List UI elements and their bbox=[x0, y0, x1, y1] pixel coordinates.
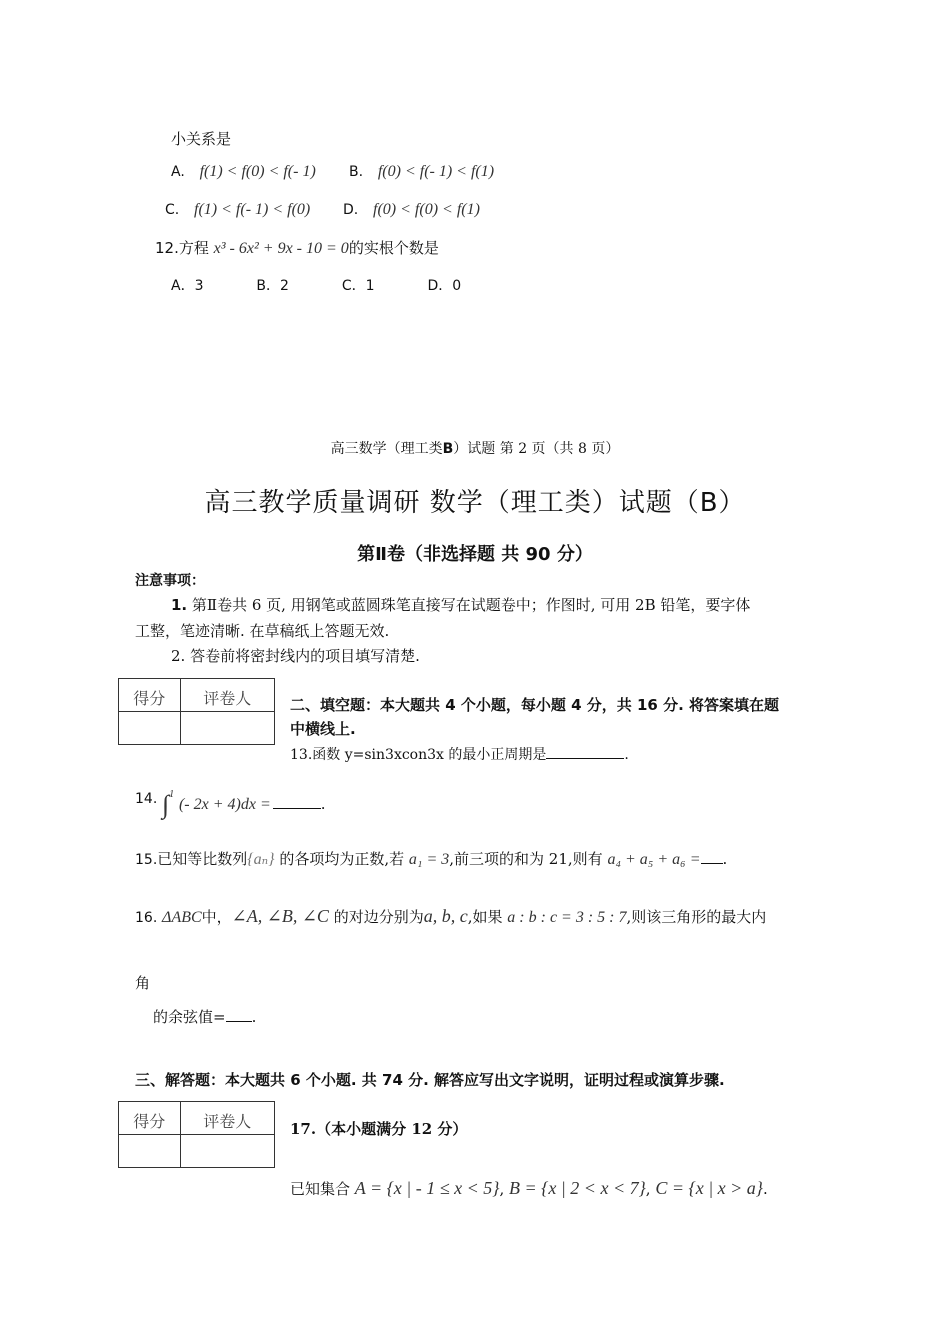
q14-integrand: (- 2x + 4)dx = bbox=[178, 796, 271, 813]
score-cell[interactable] bbox=[119, 1135, 181, 1168]
option-label: C． bbox=[341, 278, 366, 294]
notice-item-text: 第Ⅱ卷共 6 页, 用钢笔或蓝圆珠笔直接写在试题卷中；作图时, 可用 2B 铅笔，要字体 bbox=[187, 596, 751, 614]
grader-cell[interactable] bbox=[180, 1135, 274, 1168]
page-title: 高三教学质量调研 数学（理工类）试题（B） bbox=[204, 488, 746, 518]
notice-item-number: 1. bbox=[171, 596, 188, 614]
q11-option-b bbox=[349, 162, 494, 181]
option-expression: f(1) < f(0) < f(- 1) bbox=[199, 163, 316, 180]
grader-cell[interactable] bbox=[180, 712, 274, 745]
question-number: 13. bbox=[290, 747, 313, 763]
q12-options bbox=[171, 275, 461, 295]
option-label: B. bbox=[349, 164, 364, 180]
q11-stem-tail: 小关系是 bbox=[171, 130, 232, 148]
answer-blank[interactable] bbox=[546, 758, 624, 759]
q16-line-2: 角 bbox=[135, 974, 151, 992]
integral-sign: ∫ bbox=[162, 790, 170, 819]
q14-end: . bbox=[320, 795, 326, 813]
option-expression: f(0) < f(0) < f(1) bbox=[373, 201, 480, 218]
option-label: B． bbox=[256, 278, 281, 294]
option-value: 2 bbox=[280, 278, 289, 294]
q15-condition: a₁ = 3 bbox=[408, 851, 450, 868]
question-number: 15. bbox=[135, 852, 158, 868]
notice-item-1-line-2: 工整，笔迹清晰. 在草稿纸上答题无效. bbox=[135, 622, 390, 640]
page-subtitle: 第Ⅱ卷（非选择题 共 90 分） bbox=[357, 544, 593, 565]
section-2-heading-line-1: 二、填空题：本大题共 4 个小题，每小题 4 分，共 16 分. 将答案填在题 bbox=[290, 696, 780, 714]
q13-end: . bbox=[624, 747, 629, 763]
option-value: 1 bbox=[365, 278, 375, 294]
question-number: 16. bbox=[135, 910, 158, 926]
section-2-heading-line-2: 中横线上. bbox=[290, 720, 356, 738]
q16-text-4: ,则该三角形的最大内 bbox=[626, 908, 767, 926]
q15-end: . bbox=[722, 850, 728, 868]
q11-option-c bbox=[165, 200, 310, 219]
answer-blank[interactable] bbox=[226, 1021, 252, 1022]
notice-item-1-line-1 bbox=[171, 594, 750, 615]
q15-text-3: ,前三项的和为 21,则有 bbox=[449, 850, 603, 868]
answer-blank[interactable] bbox=[701, 863, 723, 864]
q15 bbox=[135, 848, 727, 869]
footer-text-bold: B bbox=[442, 441, 454, 457]
q17-set-c: C = {x | x > a} bbox=[655, 1178, 763, 1198]
option-value: 0 bbox=[452, 278, 462, 294]
q12-equation: x³ - 6x² + 9x - 10 = 0 bbox=[213, 240, 349, 257]
grader-header: 评卷人 bbox=[180, 1102, 274, 1135]
option-label: C. bbox=[165, 202, 180, 218]
q12-suffix: 的实根个数是 bbox=[348, 239, 439, 257]
score-table bbox=[118, 1101, 275, 1168]
q13-text: 函数 y=sin3xcon3x 的最小正周期是 bbox=[312, 747, 547, 763]
q16-line-3-text: 的余弦值= bbox=[153, 1008, 226, 1026]
page-footer bbox=[0, 438, 950, 458]
q16-text-1: 中， bbox=[201, 908, 232, 926]
q17-separator: , bbox=[645, 1180, 651, 1198]
q17-heading: 17.（本小题满分 12 分） bbox=[290, 1120, 468, 1138]
q16-angles: ∠A, ∠B, ∠C bbox=[231, 906, 329, 926]
q16-sides: a, b, c bbox=[423, 906, 468, 926]
q11-option-a bbox=[171, 162, 316, 181]
q16-line-1 bbox=[135, 906, 766, 927]
score-header: 得分 bbox=[119, 1102, 181, 1135]
notice-heading: 注意事项： bbox=[135, 573, 205, 589]
question-number: 12. bbox=[155, 239, 179, 257]
q16-text-2: 的对边分别为 bbox=[333, 908, 424, 926]
score-cell[interactable] bbox=[119, 712, 181, 745]
footer-text-after: ）试题 第 2 页（共 8 页） bbox=[453, 441, 620, 457]
answer-blank[interactable] bbox=[273, 808, 321, 809]
q16-line-3 bbox=[153, 1006, 256, 1027]
q17-text: 已知集合 bbox=[290, 1180, 351, 1198]
q16-text-3: ,如果 bbox=[467, 908, 503, 926]
q12-prefix: 方程 bbox=[178, 239, 209, 257]
q16-ratio: a : b : c = 3 : 5 : 7 bbox=[507, 909, 627, 926]
q17-set-b: B = {x | 2 < x < 7} bbox=[509, 1178, 646, 1198]
q13 bbox=[290, 744, 629, 764]
option-label: D. bbox=[343, 202, 359, 218]
q15-sequence: {aₙ} bbox=[247, 851, 275, 868]
q17-stem bbox=[290, 1178, 768, 1199]
q17-set-a: A = {x | - 1 ≤ x < 5} bbox=[354, 1178, 500, 1198]
option-value: 3 bbox=[194, 278, 204, 294]
section-3-heading: 三、解答题：本大题共 6 个小题. 共 74 分. 解答应写出文字说明，证明过程或演算步骤. bbox=[135, 1071, 725, 1089]
notice-item-2: 2. 答卷前将密封线内的项目填写清楚. bbox=[171, 647, 420, 665]
q11-option-d bbox=[343, 200, 480, 219]
q15-expression: a₄ + a₅ + a₆ = bbox=[607, 851, 701, 868]
footer-text-before: 高三数学（理工类 bbox=[330, 441, 443, 457]
grader-header: 评卷人 bbox=[180, 679, 274, 712]
integral-upper-limit: 1 bbox=[169, 789, 175, 800]
q12-stem bbox=[155, 237, 439, 258]
q16-triangle: ΔABC bbox=[162, 909, 202, 926]
score-header: 得分 bbox=[119, 679, 181, 712]
option-label: A. bbox=[171, 164, 185, 180]
option-label: A． bbox=[171, 278, 195, 294]
option-expression: f(0) < f(- 1) < f(1) bbox=[377, 163, 495, 180]
q15-text-1: 已知等比数列 bbox=[157, 850, 248, 868]
option-label: D． bbox=[427, 278, 453, 294]
q16-end: . bbox=[251, 1008, 257, 1026]
q17-separator: , bbox=[499, 1180, 505, 1198]
score-table bbox=[118, 678, 275, 745]
option-expression: f(1) < f(- 1) < f(0) bbox=[194, 201, 311, 218]
q15-text-2: 的各项均为正数,若 bbox=[274, 850, 405, 868]
question-number: 14. bbox=[135, 791, 158, 807]
q14 bbox=[135, 786, 326, 819]
q17-end: . bbox=[762, 1180, 768, 1198]
